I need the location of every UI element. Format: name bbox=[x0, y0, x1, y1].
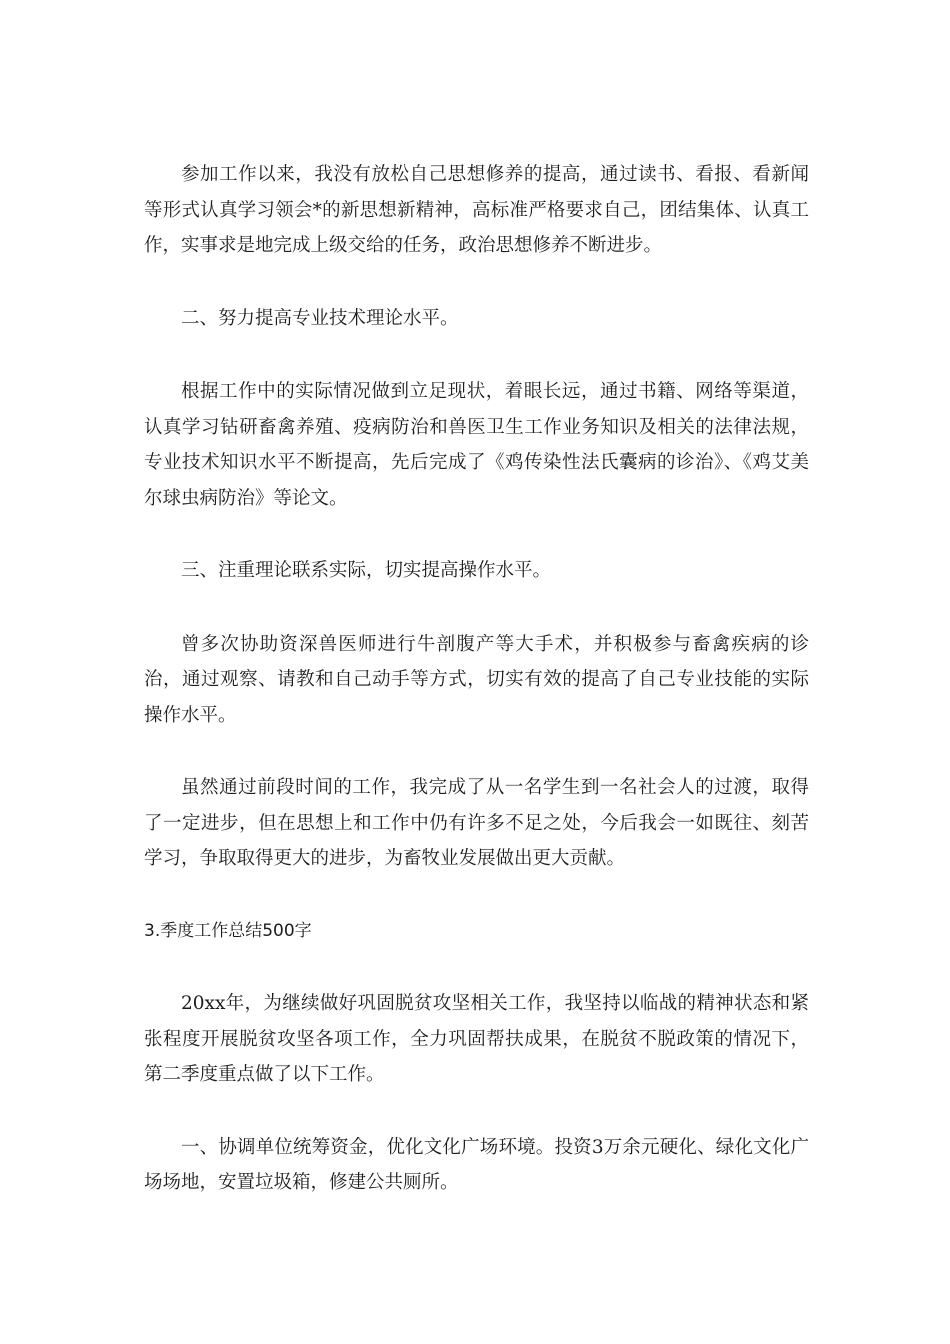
paragraph-heading-practice: 三、注重理论联系实际，切实提高操作水平。 bbox=[181, 560, 552, 581]
paragraph-professional-study: 根据工作中的实际情况做到立足现状，着眼长远，通过书籍、网络等渠道，认真学习钻研畜禽养殖、疫病防治和兽医卫生工作业务知识及相关的法律法规，专业技术知识水平不断提高，先后完成了《鸡传染性法氏囊病的诊治》、《鸡艾美尔球虫病防治》等论文。 bbox=[144, 381, 809, 509]
paragraph-self-cultivation: 参加工作以来，我没有放松自己思想修养的提高，通过读书、看报、看新闻等形式认真学习领会*的新思想新精神，高标准严格要求自己，团结集体、认真工作，实事求是地完成上级交给的任务，政治思想修养不断进步。 bbox=[144, 164, 809, 256]
section-heading: 3.季度工作总结500字 bbox=[144, 920, 312, 941]
paragraph-heading-professional: 二、努力提高专业技术理论水平。 bbox=[181, 307, 459, 329]
paragraph-conclusion: 虽然通过前段时间的工作，我完成了从一名学生到一名社会人的过渡，取得了一定进步，但在思想上和工作中仍有许多不足之处，今后我会一如既往、刻苦学习，争取取得更大的进步，为畜牧业发展做出更大贡献。 bbox=[144, 777, 809, 869]
paragraph-quarter-item-1: 一、协调单位统筹资金，优化文化广场环境。投资3万余元硬化、绿化文化广场场地，安置垃圾箱，修建公共厕所。 bbox=[144, 1136, 809, 1193]
document-body bbox=[144, 157, 809, 1238]
paragraph-practice: 曾多次协助资深兽医师进行牛剖腹产等大手术，并积极参与畜禽疾病的诊治，通过观察、请教和自己动手等方式，切实有效的提高了自己专业技能的实际操作水平。 bbox=[144, 633, 809, 726]
paragraph-quarter-intro: 20xx年，为继续做好巩固脱贫攻坚相关工作，我坚持以临战的精神状态和紧张程度开展脱贫攻坚各项工作，全力巩固帮扶成果，在脱贫不脱政策的情况下，第二季度重点做了以下工作。 bbox=[144, 993, 809, 1085]
